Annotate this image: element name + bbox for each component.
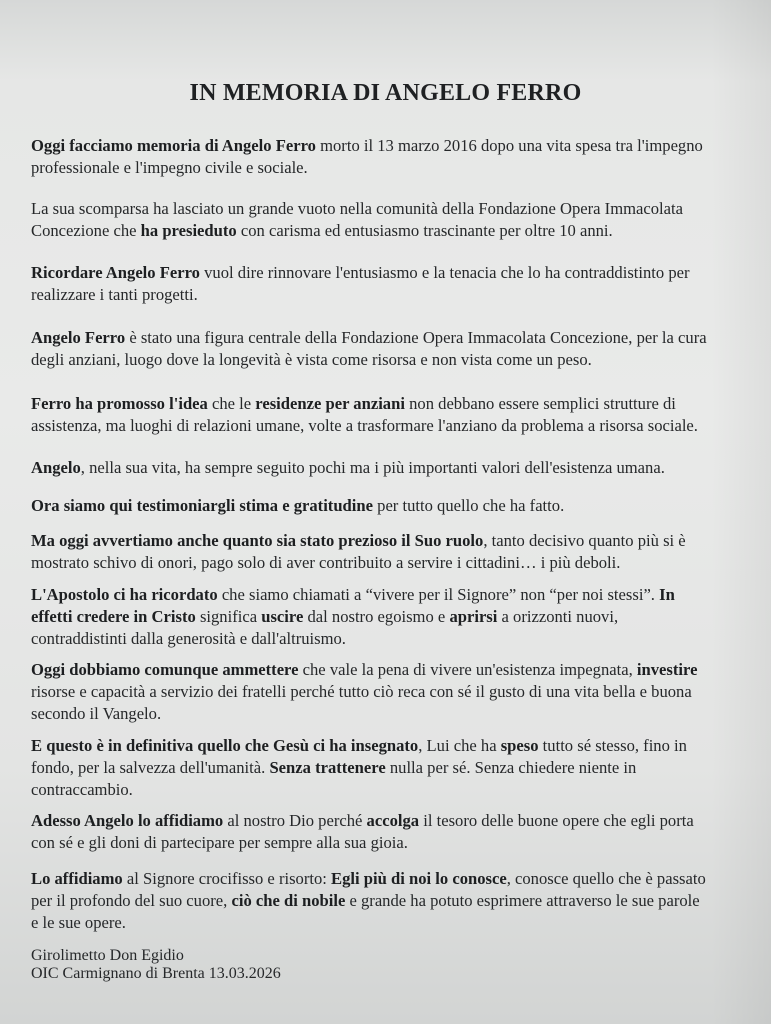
paragraph-9: L'Apostolo ci ha ricordato che siamo chiamati a “vivere per il Signore” non “per noi stessi”. In effetti credere in Cristo significa uscire dal nostro egoismo e aprirsi a orizzonti nuovi, contraddistinti dalla generosità e dall'altruismo. — [31, 585, 675, 648]
paragraph-2: La sua scomparsa ha lasciato un grande vuoto nella comunità della Fondazione Opera Immacolata Concezione che ha presieduto con carisma ed entusiasmo trascinante per oltre 10 anni. — [31, 199, 683, 240]
paragraph-3: Ricordare Angelo Ferro vuol dire rinnovare l'entusiasmo e la tenacia che lo ha contraddistinto per realizzare i tanti progetti. — [31, 263, 690, 304]
paragraph-12: Adesso Angelo lo affidiamo al nostro Dio perché accolga il tesoro delle buone opere che egli porta con sé e gli doni di partecipare per sempre alla sua gioia. — [31, 811, 694, 852]
paragraph-8: Ma oggi avvertiamo anche quanto sia stato prezioso il Suo ruolo, tanto decisivo quanto più si è mostrato schivo di onori, pago solo di aver contribuito a servire i cittadini… i più deboli. — [31, 531, 686, 572]
paragraph-6: Angelo, nella sua vita, ha sempre seguito pochi ma i più importanti valori dell'esistenza umana. — [31, 458, 665, 477]
document-title: IN MEMORIA DI ANGELO FERRO — [189, 80, 582, 106]
paragraph-13: Lo affidiamo al Signore crocifisso e risorto: Egli più di noi lo conosce, conosce quello che è passato per il profondo del suo cuore, ciò che di nobile e grande ha potuto esprimere attraverso le sue parole e le sue opere. — [31, 869, 706, 932]
signature-name: Girolimetto Don Egidio — [31, 947, 184, 964]
paragraph-11: E questo è in definitiva quello che Gesù ci ha insegnato, Lui che ha speso tutto sé stesso, fino in fondo, per la salvezza dell'umanità. Senza trattenere nulla per sé. Senza chiedere niente in contraccambio. — [31, 736, 687, 799]
paragraph-1: Oggi facciamo memoria di Angelo Ferro morto il 13 marzo 2016 dopo una vita spesa tra l'impegno professionale e l'impegno civile e sociale. — [31, 136, 703, 177]
paragraph-5: Ferro ha promosso l'idea che le residenze per anziani non debbano essere semplici strutture di assistenza, ma luoghi di relazioni umane, volte a trasformare l'anziano da problema a risorsa sociale. — [31, 394, 698, 435]
page-shadow — [711, 0, 771, 1024]
paragraph-10: Oggi dobbiamo comunque ammettere che vale la pena di vivere un'esistenza impegnata, investire risorse e capacità a servizio dei fratelli perché tutto ciò reca con sé il gusto di una vita bella e buona secondo il Vangelo. — [31, 660, 698, 723]
signature-place-date: OIC Carmignano di Brenta 13.03.2026 — [31, 965, 281, 982]
paragraph-4: Angelo Ferro è stato una figura centrale della Fondazione Opera Immacolata Concezione, per la cura degli anziani, luogo dove la longevità è vista come risorsa e non vista come un peso. — [31, 328, 707, 369]
paragraph-7: Ora siamo qui testimoniargli stima e gratitudine per tutto quello che ha fatto. — [31, 496, 565, 515]
